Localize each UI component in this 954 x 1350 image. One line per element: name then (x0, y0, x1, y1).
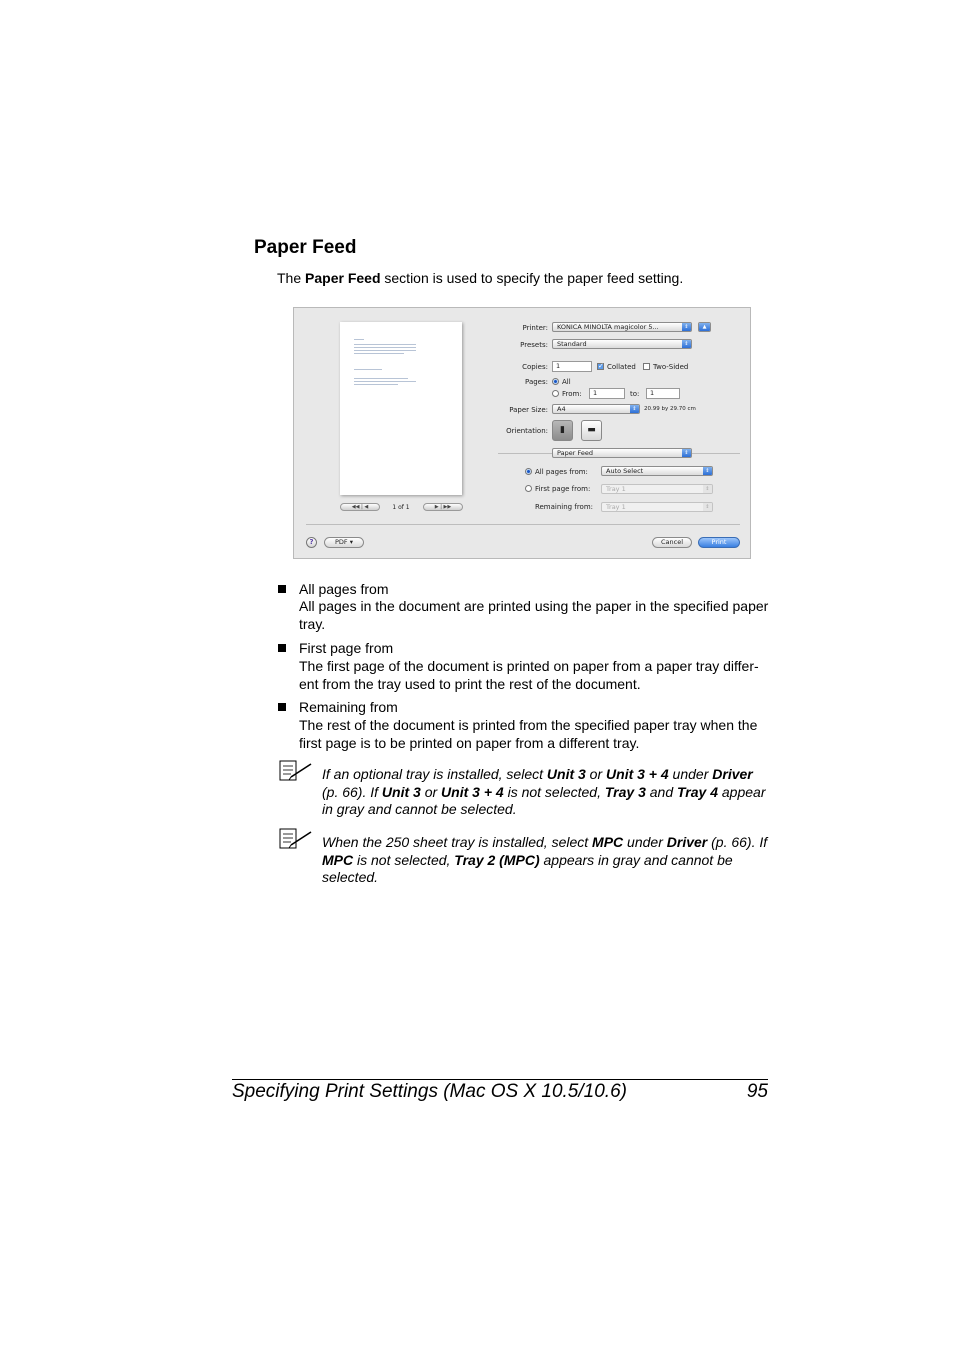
presets-value: Standard (557, 340, 587, 348)
bullet-title-first-page: First page from (299, 640, 394, 656)
section-intro (277, 270, 683, 286)
popup-arrows-icon: ⇕ (682, 340, 691, 348)
pages-label: Pages: (525, 378, 548, 386)
popup-arrows-icon: ⇕ (630, 405, 639, 413)
note-pencil-icon (279, 760, 313, 782)
note-250-sheet-tray: When the 250 sheet tray is installed, select MPC under Driver (p. 66). If MPC is not selected, Tray 2 (MPC) appears in gray and cannot be selected. (322, 834, 768, 885)
copies-label: Copies: (522, 363, 548, 371)
first-page-from-radio[interactable] (525, 485, 532, 492)
pages-to-field[interactable]: 1 (646, 388, 680, 399)
paper-size-popup[interactable] (552, 404, 640, 414)
note-pencil-icon (279, 828, 313, 850)
popup-arrows-icon: ⇕ (703, 467, 712, 475)
intro-suffix: section is used to specify the paper feed setting. (380, 270, 684, 286)
first-page-from-popup[interactable] (601, 484, 713, 494)
popup-arrows-icon: ⇕ (703, 485, 712, 493)
bottom-divider (306, 524, 740, 525)
page-preview (340, 322, 462, 495)
first-page-from-value: Tray 1 (606, 485, 626, 493)
note-optional-tray: If an optional tray is installed, select Unit 3 or Unit 3 + 4 under Driver (p. 66). If Unit 3 or Unit 3 + 4 is not selected, Tray 3 and Tray 4 appear in gray and cannot be selected. (322, 766, 766, 817)
page-counter: 1 of 1 (392, 504, 410, 511)
help-icon[interactable]: ? (306, 537, 317, 548)
section-heading: Paper Feed (254, 237, 357, 258)
landscape-orientation-icon[interactable]: ▬ (581, 420, 602, 441)
bullet-title-all-pages: All pages from (299, 581, 389, 597)
intro-prefix: The (277, 270, 306, 286)
paper-size-value: A4 (557, 405, 566, 413)
bullet-title-remaining: Remaining from (299, 699, 398, 715)
section-popup[interactable] (552, 448, 692, 458)
section-popup-value: Paper Feed (557, 449, 593, 457)
bullet-body-remaining: The rest of the document is printed from the specified paper tray when the first page is to be printed on paper from a different tray. (299, 717, 758, 751)
preview-first-prev-button[interactable]: ◀◀ | ◀ (340, 503, 380, 511)
all-pages-from-value: Auto Select (606, 467, 644, 475)
collated-checkbox[interactable]: ✓ (598, 362, 604, 370)
copies-field[interactable]: 1 (552, 361, 592, 372)
pages-from-radio[interactable] (552, 390, 559, 397)
print-dialog-screenshot (293, 307, 751, 559)
presets-popup[interactable] (552, 339, 692, 349)
pages-all-label: All (562, 378, 571, 386)
pages-all-radio[interactable] (552, 378, 559, 385)
printer-label: Printer: (522, 324, 548, 332)
first-page-from-label: First page from: (535, 485, 591, 493)
popup-arrows-icon: ⇕ (682, 323, 691, 331)
bullet-marker (278, 585, 286, 593)
orientation-label: Orientation: (506, 427, 548, 435)
remaining-from-label: Remaining from: (534, 503, 593, 511)
popup-arrows-icon: ⇕ (682, 449, 691, 457)
pages-from-label: From: (562, 390, 582, 398)
all-pages-from-popup[interactable] (601, 466, 713, 476)
cancel-button[interactable]: Cancel (652, 537, 692, 548)
two-sided-checkbox[interactable] (643, 363, 650, 370)
all-pages-from-radio[interactable] (525, 468, 532, 475)
paper-dimensions: 20.99 by 29.70 cm (644, 406, 696, 412)
footer-rule (232, 1079, 768, 1080)
paper-size-label: Paper Size: (509, 406, 548, 414)
all-pages-from-label: All pages from: (535, 468, 588, 476)
two-sided-label: Two-Sided (653, 363, 689, 371)
remaining-from-popup[interactable] (601, 502, 713, 512)
intro-bold: Paper Feed (305, 270, 381, 286)
pdf-button[interactable]: PDF ▾ (324, 537, 364, 548)
bullet-marker (278, 703, 286, 711)
chevron-up-icon: ▲ (699, 323, 710, 331)
remaining-from-value: Tray 1 (606, 503, 626, 511)
printer-popup[interactable] (552, 322, 692, 332)
collated-label: Collated (607, 363, 636, 371)
preview-next-last-button[interactable]: ▶ | ▶▶ (423, 503, 463, 511)
bullet-body-first-page: The first page of the document is printed on paper from a paper tray differ-ent from the tray used to print the rest of the document. (299, 658, 759, 692)
bullet-marker (278, 644, 286, 652)
presets-label: Presets: (520, 341, 548, 349)
popup-arrows-icon: ⇕ (703, 503, 712, 511)
printer-value: KONICA MINOLTA magicolor 5... (557, 323, 659, 331)
disclosure-button[interactable] (698, 322, 711, 332)
footer-title: Specifying Print Settings (Mac OS X 10.5/10.6) (232, 1081, 627, 1102)
print-button[interactable]: Print (698, 537, 740, 548)
pages-to-label: to: (630, 390, 640, 398)
page-number: 95 (746, 1081, 768, 1102)
portrait-orientation-icon[interactable]: ▮ (552, 420, 573, 441)
bullet-body-all-pages: All pages in the document are printed using the paper in the specified paper tray. (299, 598, 769, 632)
pages-from-field[interactable]: 1 (589, 388, 625, 399)
